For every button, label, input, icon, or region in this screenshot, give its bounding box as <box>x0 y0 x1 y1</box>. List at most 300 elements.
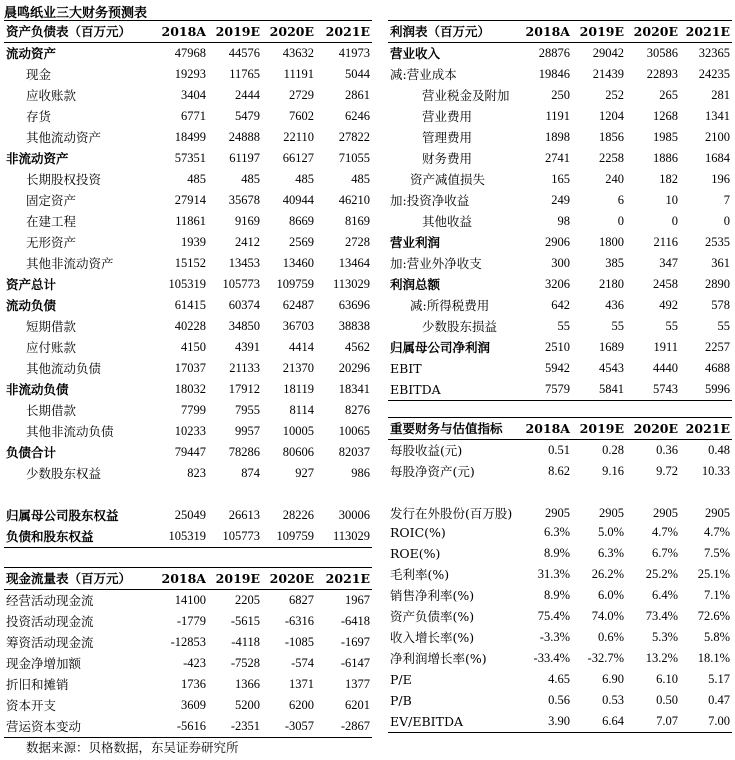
cell-value: -1085 <box>284 635 314 649</box>
table-row <box>4 211 372 232</box>
income-statement-table <box>388 20 732 401</box>
cell-value: 4391 <box>235 340 260 354</box>
cell-value: -574 <box>291 656 314 670</box>
cell-value: 4.7% <box>703 525 730 539</box>
cell-value: 7602 <box>289 109 314 123</box>
cell-value: 874 <box>241 466 260 480</box>
cell-value: 8276 <box>345 403 370 417</box>
cell-value: 7.1% <box>703 588 730 602</box>
cell-value: 642 <box>551 298 570 312</box>
cell-value: 485 <box>351 172 370 186</box>
cell-value: 2412 <box>235 235 260 249</box>
table-row <box>4 526 372 548</box>
cell-value: 1684 <box>705 151 730 165</box>
cell-value: 347 <box>659 256 678 270</box>
cell-value: 6246 <box>345 109 370 123</box>
cell-value: 1377 <box>345 677 370 691</box>
table-row <box>4 379 372 400</box>
header-row <box>4 21 372 43</box>
cell-value: 109759 <box>276 277 314 291</box>
row-label: 少数股东权益 <box>26 466 102 481</box>
cell-value: 2205 <box>235 593 260 607</box>
cell-value: 2905 <box>599 506 624 520</box>
cell-value: 25049 <box>174 508 206 522</box>
cell-value: 9169 <box>235 214 260 228</box>
table-row <box>388 358 732 379</box>
row-label: 少数股东损益 <box>422 319 498 334</box>
cell-value: 28226 <box>282 508 314 522</box>
cell-value: 22893 <box>646 67 678 81</box>
cell-value: 4.7% <box>651 525 678 539</box>
cell-value: 436 <box>605 298 624 312</box>
cell-value: 62487 <box>282 298 314 312</box>
cell-value: 98 <box>557 214 570 228</box>
cell-value: 26.2% <box>591 567 624 581</box>
cell-value: 0.36 <box>656 443 678 457</box>
row-label: 每股收益(元) <box>390 443 463 458</box>
cell-value: 10233 <box>174 424 206 438</box>
cell-value: 4688 <box>705 361 730 375</box>
cell-value: 17912 <box>228 382 260 396</box>
cell-value: 9957 <box>235 424 260 438</box>
cell-value: 21439 <box>592 67 624 81</box>
cell-value: 34850 <box>228 319 260 333</box>
row-label: 营业税金及附加 <box>422 88 510 103</box>
cell-value: 2510 <box>545 340 570 354</box>
cell-value: 4562 <box>345 340 370 354</box>
header-year: 2018A <box>154 568 208 590</box>
cell-value: 66127 <box>282 151 314 165</box>
table-row <box>4 358 372 379</box>
cell-value: 5743 <box>626 379 680 401</box>
row-label: 应付账款 <box>26 340 77 355</box>
table-row <box>4 316 372 337</box>
cell-value: 27822 <box>338 130 370 144</box>
cell-value: 24888 <box>228 130 260 144</box>
cell-value: 8114 <box>289 403 314 417</box>
table-row <box>388 627 732 648</box>
row-label: 利润总额 <box>390 277 441 292</box>
header-label: 利润表（百万元） <box>388 21 518 43</box>
table-row <box>388 274 732 295</box>
row-label: 其他收益 <box>422 214 473 229</box>
cell-value: 1856 <box>599 130 624 144</box>
cell-value: 19846 <box>538 67 570 81</box>
cell-value: 8.9% <box>543 546 570 560</box>
cell-value: 38838 <box>338 319 370 333</box>
cell-value: 10065 <box>338 424 370 438</box>
table-row <box>388 690 732 711</box>
cell-value: 40228 <box>174 319 206 333</box>
table-row <box>4 653 372 674</box>
cell-value: 105773 <box>208 526 262 548</box>
table-row <box>388 106 732 127</box>
cell-value: 21370 <box>282 361 314 375</box>
table-row <box>388 711 732 733</box>
cell-value: 61197 <box>229 151 260 165</box>
cell-value: 2861 <box>345 88 370 102</box>
table-row <box>388 169 732 190</box>
header-label: 重要财务与估值指标 <box>388 418 518 440</box>
header-year: 2020E <box>262 21 316 43</box>
financial-ratios-table <box>388 417 732 733</box>
cell-value: 113029 <box>332 277 370 291</box>
balance-sheet-table <box>4 20 372 548</box>
cell-value: 2100 <box>705 130 730 144</box>
row-label: 无形资产 <box>26 235 77 250</box>
table-row <box>4 253 372 274</box>
cell-value: -6418 <box>340 614 370 628</box>
table-row <box>4 274 372 295</box>
cell-value: 30006 <box>338 508 370 522</box>
row-label: 加:投资净收益 <box>390 193 470 208</box>
cell-value: 55 <box>717 319 730 333</box>
cell-value: 55 <box>665 319 678 333</box>
cell-value: 7 <box>723 193 730 207</box>
cell-value: 4543 <box>599 361 624 375</box>
cell-value: 823 <box>187 466 206 480</box>
cell-value: 1967 <box>345 593 370 607</box>
cell-value: 0.56 <box>548 693 570 707</box>
table-row <box>4 85 372 106</box>
row-label: 销售净利率(%) <box>390 588 475 603</box>
table-row <box>4 127 372 148</box>
cell-value: 7.07 <box>626 711 680 733</box>
cell-value: 24235 <box>698 67 730 81</box>
cell-value: -3057 <box>262 716 316 738</box>
cell-value: 31.3% <box>537 567 570 581</box>
row-label: EBIT <box>390 361 422 376</box>
row-label: 收入增长率(%) <box>390 630 475 645</box>
cell-value: 21133 <box>229 361 260 375</box>
cell-value: 578 <box>711 298 730 312</box>
table-row <box>4 442 372 463</box>
row-label: 其他非流动资产 <box>26 256 114 271</box>
cell-value: 5996 <box>680 379 732 401</box>
header-year: 2018A <box>518 418 572 440</box>
cell-value: 19293 <box>174 67 206 81</box>
cell-value: 1191 <box>545 109 570 123</box>
cell-value: 240 <box>605 172 624 186</box>
cell-value: 4150 <box>181 340 206 354</box>
table-row <box>388 606 732 627</box>
cell-value: 2906 <box>545 235 570 249</box>
cell-value: 0 <box>617 214 624 228</box>
table-row <box>4 190 372 211</box>
cell-value: -32.7% <box>587 651 624 665</box>
row-label: 短期借款 <box>26 319 77 334</box>
table-row <box>4 43 372 65</box>
cell-value: 1898 <box>545 130 570 144</box>
cell-value: 2905 <box>653 506 678 520</box>
cell-value: 2728 <box>345 235 370 249</box>
cell-value: 75.4% <box>537 609 570 623</box>
header-row <box>388 21 732 43</box>
cell-value: 71055 <box>338 151 370 165</box>
cell-value: 10.33 <box>701 464 730 478</box>
row-label: 资产减值损失 <box>410 172 486 187</box>
row-label: 财务费用 <box>422 151 473 166</box>
table-row <box>4 590 372 612</box>
cell-value: 10005 <box>282 424 314 438</box>
table-row <box>4 337 372 358</box>
table-row <box>388 440 732 462</box>
cell-value: 11191 <box>283 67 314 81</box>
cell-value: 385 <box>605 256 624 270</box>
cell-value: 5.8% <box>703 630 730 644</box>
header-row <box>4 568 372 590</box>
cell-value: 10 <box>665 193 678 207</box>
header-year: 2020E <box>626 418 680 440</box>
cell-value: 0.47 <box>708 693 730 707</box>
cell-value: -423 <box>183 656 206 670</box>
cell-value: 2741 <box>545 151 570 165</box>
table-row <box>388 337 732 358</box>
cell-value: 36703 <box>282 319 314 333</box>
cell-value: 5841 <box>572 379 626 401</box>
cell-value: 2444 <box>235 88 260 102</box>
cell-value: 14100 <box>174 593 206 607</box>
cell-value: -4118 <box>231 635 260 649</box>
row-label: 非流动负债 <box>6 382 69 397</box>
table-row <box>388 64 732 85</box>
cell-value: 11765 <box>229 67 260 81</box>
cell-value: 35678 <box>228 193 260 207</box>
cell-value: 13460 <box>282 256 314 270</box>
table-row <box>388 190 732 211</box>
table-row <box>388 232 732 253</box>
cell-value: -12853 <box>170 635 206 649</box>
row-label: 营业利润 <box>390 235 441 250</box>
cell-value: 6.64 <box>572 711 626 733</box>
cell-value: 5044 <box>345 67 370 81</box>
table-row <box>388 148 732 169</box>
row-label: 筹资活动现金流 <box>6 635 94 650</box>
cell-value: 250 <box>551 88 570 102</box>
cell-value: 252 <box>605 88 624 102</box>
cell-value: 1366 <box>235 677 260 691</box>
cell-value: 72.6% <box>697 609 730 623</box>
table-row <box>4 695 372 716</box>
cell-value: 2180 <box>599 277 624 291</box>
cell-value: -6147 <box>340 656 370 670</box>
cell-value: 485 <box>295 172 314 186</box>
header-year: 2018A <box>154 21 208 43</box>
cell-value <box>208 484 262 505</box>
cash-flow-table <box>4 567 372 738</box>
cell-value: 9.16 <box>602 464 624 478</box>
cell-value: 41973 <box>338 46 370 60</box>
cell-value: -2351 <box>208 716 262 738</box>
cell-value: 79447 <box>174 445 206 459</box>
header-year: 2021E <box>316 21 372 43</box>
row-label: 长期借款 <box>26 403 77 418</box>
cell-value: 80606 <box>282 445 314 459</box>
cell-value: 15152 <box>174 256 206 270</box>
cell-value: 249 <box>551 193 570 207</box>
cell-value: 11861 <box>175 214 206 228</box>
cell-value: 105319 <box>154 526 208 548</box>
cell-value: 4440 <box>653 361 678 375</box>
row-label: EBITDA <box>388 379 518 401</box>
cell-value: 6.0% <box>597 588 624 602</box>
header-year: 2021E <box>680 21 732 43</box>
cell-value: -2867 <box>316 716 372 738</box>
row-label: P/B <box>390 693 412 708</box>
cell-value: 7799 <box>181 403 206 417</box>
source-note: 数据来源：贝格数据，东吴证券研究所 <box>26 740 239 755</box>
row-label: 营运资本变动 <box>4 716 154 738</box>
cell-value: 2535 <box>705 235 730 249</box>
cell-value: 74.0% <box>591 609 624 623</box>
row-label: 应收账款 <box>26 88 77 103</box>
cell-value: 17037 <box>174 361 206 375</box>
cell-value: 4414 <box>289 340 314 354</box>
cell-value: 78286 <box>228 445 260 459</box>
table-row <box>388 295 732 316</box>
row-label: 资产负债率(%) <box>390 609 475 624</box>
cell-value: 20296 <box>338 361 370 375</box>
cell-value: 1985 <box>653 130 678 144</box>
row-label: 其他流动资产 <box>26 130 102 145</box>
cell-value: 165 <box>551 172 570 186</box>
cell-value: 1204 <box>599 109 624 123</box>
cell-value: 25.2% <box>645 567 678 581</box>
cell-value: 73.4% <box>645 609 678 623</box>
cell-value: 5200 <box>235 698 260 712</box>
table-row <box>388 669 732 690</box>
cell-value: 9.72 <box>656 464 678 478</box>
cell-value: 63696 <box>338 298 370 312</box>
cell-value: 2569 <box>289 235 314 249</box>
cell-value: 265 <box>659 88 678 102</box>
cell-value: 6.90 <box>602 672 624 686</box>
cell-value: 2458 <box>653 277 678 291</box>
table-row <box>388 379 732 401</box>
table-row <box>388 253 732 274</box>
cell-value: 13453 <box>228 256 260 270</box>
row-label: 固定资产 <box>26 193 77 208</box>
row-label: 流动资产 <box>6 46 57 61</box>
table-row <box>388 85 732 106</box>
table-row <box>4 148 372 169</box>
cell-value: 57351 <box>174 151 206 165</box>
cell-value: 27914 <box>174 193 206 207</box>
table-row <box>4 611 372 632</box>
row-label: 在建工程 <box>26 214 77 229</box>
row-label: 流动负债 <box>6 298 57 313</box>
cell-value: 0.53 <box>602 693 624 707</box>
cell-value: 13.2% <box>645 651 678 665</box>
cell-value: 6.7% <box>651 546 678 560</box>
cell-value: -3.3% <box>539 630 570 644</box>
header-year: 2021E <box>680 418 732 440</box>
cell-value: 18499 <box>174 130 206 144</box>
row-label: 经营活动现金流 <box>6 593 94 608</box>
cell-value: -33.4% <box>533 651 570 665</box>
cell-value: 986 <box>351 466 370 480</box>
cell-value: -1697 <box>340 635 370 649</box>
row-label: 存货 <box>26 109 52 124</box>
cell-value: 1736 <box>181 677 206 691</box>
header-year: 2018A <box>518 21 572 43</box>
cell-value: 5.3% <box>651 630 678 644</box>
row-label: 减:营业成本 <box>390 67 457 82</box>
row-label: 投资活动现金流 <box>6 614 94 629</box>
table-row <box>388 648 732 669</box>
row-label: 净利润增长率(%) <box>390 651 487 666</box>
row-label: EV/EBITDA <box>388 711 518 733</box>
cell-value: -1779 <box>176 614 206 628</box>
row-label: 营业费用 <box>422 109 473 124</box>
header-year: 2019E <box>572 21 626 43</box>
row-label: 现金 <box>26 67 52 82</box>
row-label: 归属母公司股东权益 <box>6 508 119 523</box>
row-label: 现金净增加额 <box>6 656 82 671</box>
cell-value: 1371 <box>289 677 314 691</box>
cell-value: 105773 <box>222 277 260 291</box>
cell-value: 7579 <box>518 379 572 401</box>
row-label: 毛利率(%) <box>390 567 450 582</box>
cell-value: 927 <box>295 466 314 480</box>
cell-value: 300 <box>551 256 570 270</box>
row-label: 归属母公司净利润 <box>390 340 491 355</box>
cell-value: 8.62 <box>548 464 570 478</box>
cell-value: 5479 <box>235 109 260 123</box>
row-label: 其他流动负债 <box>26 361 102 376</box>
cell-value: 4.65 <box>548 672 570 686</box>
table-row <box>388 482 732 522</box>
cell-value <box>262 484 316 505</box>
cell-value: 6200 <box>289 698 314 712</box>
cell-value: 1886 <box>653 151 678 165</box>
cell-value: 6827 <box>289 593 314 607</box>
cell-value: 40944 <box>282 193 314 207</box>
cell-value: 18.1% <box>697 651 730 665</box>
table-row <box>388 585 732 606</box>
row-label: 负债合计 <box>6 445 57 460</box>
cell-value: 44576 <box>228 46 260 60</box>
cell-value: 485 <box>241 172 260 186</box>
cell-value: -7528 <box>230 656 260 670</box>
cell-value: 3404 <box>181 88 206 102</box>
table-row <box>4 232 372 253</box>
cell-value: 182 <box>659 172 678 186</box>
row-label: 加:营业外净收支 <box>390 256 482 271</box>
row-label: 减:所得税费用 <box>410 298 490 313</box>
cell-value: 105319 <box>168 277 206 291</box>
cell-value: 0.50 <box>656 693 678 707</box>
cell-value: 13464 <box>338 256 370 270</box>
cell-value: 6 <box>617 193 624 207</box>
row-label: 非流动资产 <box>6 151 69 166</box>
table-row <box>4 716 372 738</box>
cell-value: -5616 <box>154 716 208 738</box>
cell-value: 1939 <box>181 235 206 249</box>
row-label: 长期股权投资 <box>26 172 102 187</box>
cell-value: 8669 <box>289 214 314 228</box>
table-row <box>4 674 372 695</box>
row-label: 负债和股东权益 <box>4 526 154 548</box>
cell-value: 113029 <box>316 526 372 548</box>
table-row <box>4 632 372 653</box>
cell-value: 2729 <box>289 88 314 102</box>
cell-value: 47968 <box>174 46 206 60</box>
row-label: 资本开支 <box>6 698 57 713</box>
cell-value: 0.48 <box>708 443 730 457</box>
cell-value: 29042 <box>592 46 624 60</box>
cell-value: 6771 <box>181 109 206 123</box>
